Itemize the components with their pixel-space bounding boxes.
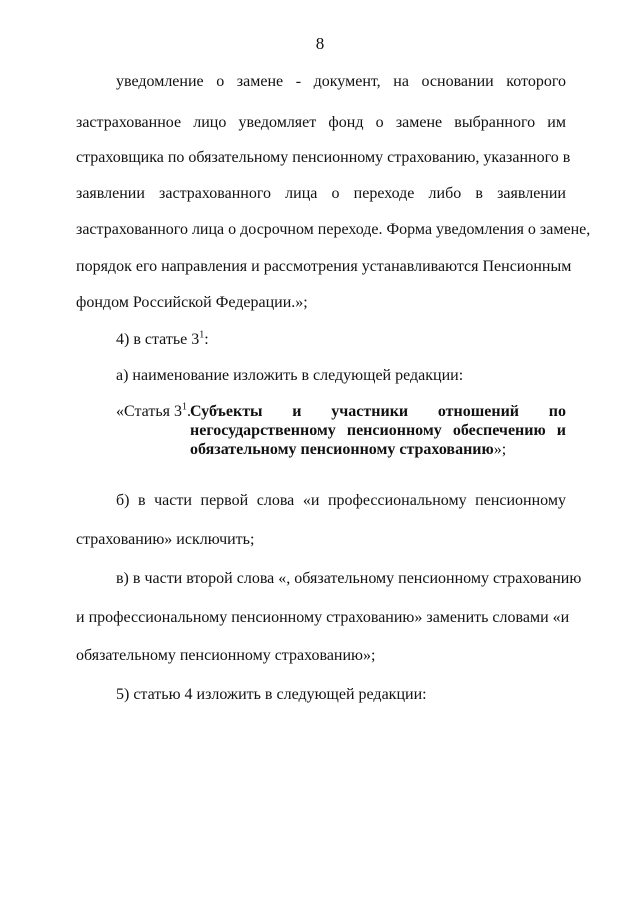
paragraph-line: заявлении застрахованного лица о переходе либо в заявлении — [76, 185, 566, 202]
item-5: 5) статью 4 изложить в следующей редакции: — [116, 686, 427, 703]
article-heading-prefix: «Статья $3^1$. — [116, 401, 191, 420]
article-heading-line-3: обязательному пенсионному страхованию»; — [190, 441, 507, 458]
paragraph-line: порядок его направления и рассмотрения устанавливаются Пенсионным — [76, 258, 572, 275]
item-4 — [116, 330, 606, 350]
paragraph-line: застрахованного лица о досрочном переходе. Форма уведомления о замене, — [76, 221, 591, 238]
item-4a: а) наименование изложить в следующей редакции: — [116, 367, 464, 384]
item-4b-line: б) в части первой слова «и профессиональному пенсионному — [116, 492, 566, 509]
item-4v-line: и профессиональному пенсионному страхованию» заменить словами «и — [76, 609, 570, 626]
item-4-colon: : — [204, 331, 209, 348]
item-4-text: 4) в статье 3 — [116, 331, 200, 348]
page-number: 8 — [315, 34, 325, 53]
item-4b-line: страхованию» исключить; — [76, 531, 255, 548]
article-heading-line-1: Субъекты и участники отношений по — [190, 403, 566, 420]
article-heading-line-2: негосударственному пенсионному обеспечению и — [190, 422, 566, 439]
paragraph-line: страховщика по обязательному пенсионному страхованию, указанного в — [76, 149, 571, 166]
paragraph-line: фондом Российской Федерации.»; — [76, 294, 308, 311]
paragraph-line: застрахованное лицо уведомляет фонд о замене выбранного им — [76, 114, 566, 131]
item-4v-line: обязательному пенсионному страхованию»; — [76, 647, 376, 664]
item-4-superscript: 1 — [199, 329, 205, 341]
item-4v-line: в) в части второй слова «, обязательному пенсионному страхованию — [116, 570, 582, 587]
paragraph-line: уведомление о замене - документ, на основании которого — [116, 73, 566, 90]
